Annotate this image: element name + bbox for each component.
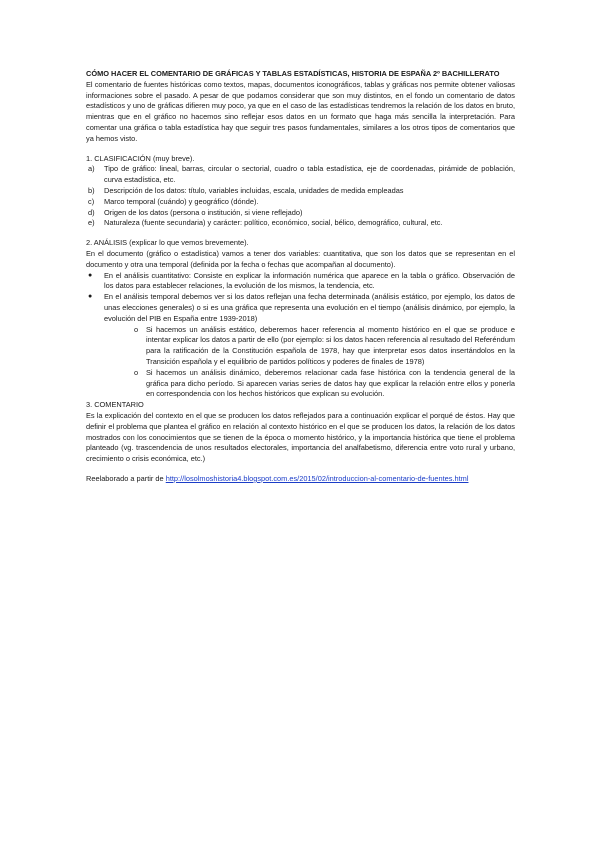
source-link[interactable]: http://losolmoshistoria4.blogspot.com.es/2015/02/introduccion-al-comentario-de-fuentes.html bbox=[165, 473, 469, 483]
source-line bbox=[86, 474, 515, 485]
list-item bbox=[86, 186, 515, 197]
list-marker: d) bbox=[88, 207, 95, 217]
section3-text: Es la explicación del contexto en el que se producen los datos reflejados para a continuación explicar el porqué de éstos. Hay que definir el problema que plantea el gráfico en relación al contexto histórico en el que se producen los datos, la relación de los datos mostrados con los conocimientos que se tienen de la época o momento histórico, y la importancia histórica que tiene el problema planteado (vg. trascendencia de unos resultados electorales, importancia del analfabetismo, diferencia entre voto rural y urbano, crecimiento o crisis económica, etc.) bbox=[86, 410, 515, 464]
sublist-item bbox=[134, 325, 515, 368]
list-item bbox=[86, 208, 515, 219]
list-item-text: En el análisis cuantitativo: Consiste en explicar la información numérica que aparece en la tabla o gráfico. Observación de los datos para establecer relaciones, la evolución de los mismos, la tendencia, etc. bbox=[104, 270, 515, 291]
list-item-text: Tipo de gráfico: lineal, barras, circular o sectorial, cuadro o tabla estadística, eje de coordenadas, pirámide de población, curva estadística, etc. bbox=[104, 164, 515, 185]
list-item-text: Descripción de los datos: título, variables incluidas, escala, unidades de medida empleadas bbox=[104, 185, 404, 195]
section3-heading: 3. COMENTARIO bbox=[86, 400, 144, 410]
circle-bullet-icon: o bbox=[134, 324, 139, 334]
list-marker: c) bbox=[88, 196, 95, 206]
list-item bbox=[86, 218, 515, 229]
sublist-item bbox=[134, 368, 515, 400]
analysis-list bbox=[86, 271, 515, 401]
list-item bbox=[86, 292, 515, 400]
classification-list bbox=[86, 164, 515, 229]
list-item-text: Origen de los datos (persona o institución, si viene reflejado) bbox=[104, 207, 303, 217]
intro-paragraph: El comentario de fuentes históricas como textos, mapas, documentos iconográficos, tablas y gráficas nos permite obtener valiosas informaciones sobre el pasado. A pesar de que podamos considerar que son muy distintos, en el fondo un comentario de datos estadísticos y uno de gráficas difieren muy poco, ya que en el caso de las estadísticas tendremos la relación de los datos en bruto, mientras que en el gráfico no hacemos sino reflejar esos datos en un formato que haga más sencilla la interpretación. Para comentar una gráfica o tabla estadística hay que seguir tres pasos fundamentales, similares a los otros tipos de comentarios que ya hemos visto. bbox=[86, 79, 515, 143]
list-marker: e) bbox=[88, 218, 95, 228]
list-item-text: Marco temporal (cuándo) y geográfico (dónde). bbox=[104, 196, 259, 206]
bullet-icon: ● bbox=[88, 293, 93, 301]
section2-heading: 2. ANÁLISIS (explicar lo que vemos brevemente). bbox=[86, 238, 249, 248]
circle-bullet-icon: o bbox=[134, 367, 139, 377]
list-marker: a) bbox=[88, 164, 95, 174]
list-item bbox=[86, 271, 515, 293]
section2-intro: En el documento (gráfico o estadística) vamos a tener dos variables: cuantitativa, que son los datos que se representan en el documento y otra una temporal (definida por la fecha o fechas que acompañan al documento). bbox=[86, 248, 515, 269]
sublist-item-text: Si hacemos un análisis estático, deberemos hacer referencia al momento histórico en el que se produce e intentar explicar los datos a partir de ello (por ejemplo: si los datos hacen referencia al resultado del Referéndum para la ratificación de la Constitución española de 1978, hay que interpretar esos datos insertándolos en la Transición española y el equilibrio de partidos políticos y poderes de finales de 1978) bbox=[146, 324, 515, 366]
analysis-sublist bbox=[104, 325, 515, 401]
list-marker: b) bbox=[88, 185, 95, 195]
section1-heading: 1. CLASIFICACIÓN (muy breve). bbox=[86, 153, 195, 163]
list-item-text: En el análisis temporal debemos ver si los datos reflejan una fecha determinada (análisis estático, por ejemplo, los datos de unas elecciones generales) o si es una gráfica que representa una evolución en el tiempo (análisis dinámico, por ejemplo, la evolución del PIB en España entre 1939-2018) bbox=[104, 292, 515, 323]
list-item-text: Naturaleza (fuente secundaria) y carácter: político, económico, social, bélico, demográfico, cultural, etc. bbox=[104, 218, 443, 228]
sublist-item-text: Si hacemos un análisis dinámico, deberemos relacionar cada fase histórica con la tendencia general de la gráfica para dicho período. Si aparecen varias series de datos hay que explicar la relación entre ellos y ponerla en correspondencia con los hechos históricos que explican su evolución. bbox=[146, 367, 515, 399]
list-item bbox=[86, 197, 515, 208]
list-item bbox=[86, 164, 515, 186]
source-prefix: Reelaborado a partir de bbox=[86, 473, 166, 483]
document-title: CÓMO HACER EL COMENTARIO DE GRÁFICAS Y TABLAS ESTADÍSTICAS, HISTORIA DE ESPAÑA 2º BACHILLERATO bbox=[86, 69, 500, 78]
bullet-icon: ● bbox=[88, 271, 93, 279]
